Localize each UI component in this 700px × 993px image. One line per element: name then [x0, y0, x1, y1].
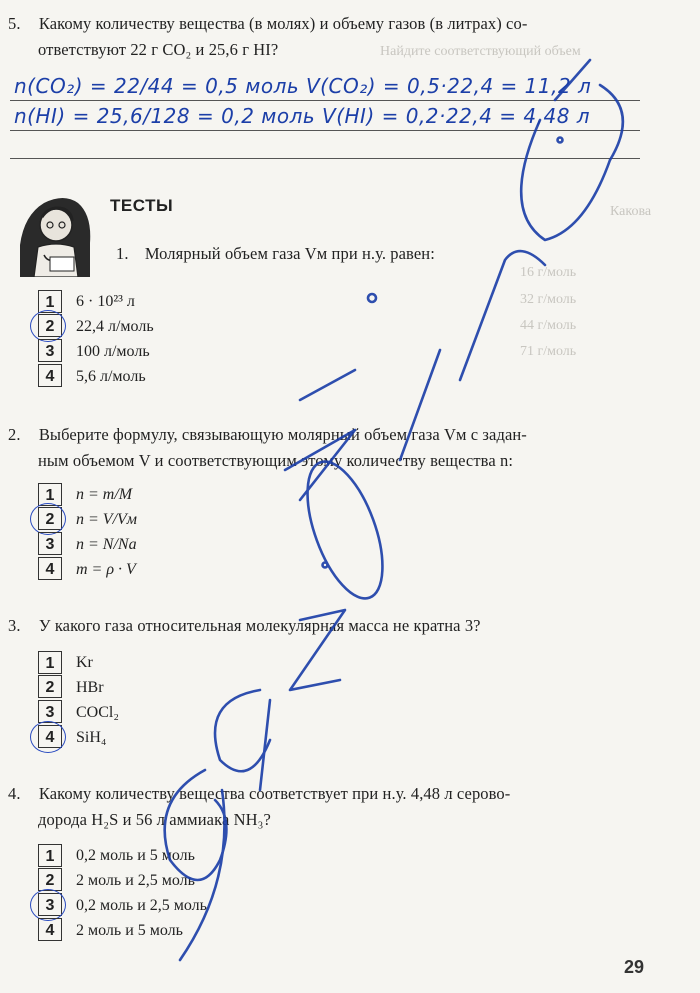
answer-line-1	[10, 100, 640, 101]
task5-line1	[8, 10, 527, 37]
q1-option-3[interactable]	[38, 339, 154, 364]
q3-text: У какого газа относительная молекулярная масса не кратна 3?	[38, 616, 481, 635]
q3-option-1[interactable]	[38, 650, 119, 675]
q4-option-1-text: 0,2 моль и 5 моль	[76, 846, 195, 864]
q3-option-4[interactable]	[38, 725, 119, 750]
q4-options	[38, 843, 207, 943]
selected-answer-circle	[30, 889, 66, 921]
q4-option-2[interactable]	[38, 868, 207, 893]
q3-option-2[interactable]	[38, 675, 119, 700]
task5-number: 5.	[8, 14, 21, 33]
option-number-box: 4	[38, 364, 62, 387]
q1-option-2-text: 22,4 л/моль	[76, 317, 154, 335]
q2-option-2-text: n = V/Vм	[76, 510, 137, 528]
selected-answer-circle	[30, 721, 66, 753]
option-number-box: 4	[38, 557, 62, 580]
q3-line	[8, 612, 481, 639]
q4-option-2-text: 2 моль и 2,5 моль	[76, 871, 195, 889]
q1-option-3-text: 100 л/моль	[76, 342, 150, 360]
task5-text-1: Какому количеству вещества (в молях) и объему газов (в литрах) со-	[38, 14, 528, 33]
q3-option-3[interactable]	[38, 700, 119, 725]
q3-option-2-text: HBr	[76, 678, 104, 696]
q1-option-1[interactable]	[38, 289, 154, 314]
q1-option-4-text: 5,6 л/моль	[76, 367, 146, 385]
selected-answer-circle	[30, 503, 66, 535]
option-number-box: 4	[38, 918, 62, 941]
q3-number: 3.	[8, 616, 21, 635]
q2-option-2[interactable]	[38, 507, 137, 532]
q2-text-2: ным объемом V и соответствующим этому количеству вещества n:	[38, 451, 514, 470]
option-number-box: 1	[38, 651, 62, 674]
q1-option-4[interactable]	[38, 364, 154, 389]
option-number-box: 3	[38, 339, 62, 362]
option-number-box: 1	[38, 290, 62, 313]
answer-line-2	[10, 130, 640, 131]
option-number-box: 2	[38, 507, 62, 530]
option-number-box: 1	[38, 483, 62, 506]
q3-option-3-text: COCl₂	[76, 703, 119, 721]
task5-text-2: ответствуют 22 г CO₂ и 25,6 г HI?	[38, 40, 279, 59]
q1-line	[116, 240, 435, 267]
q1-options	[38, 289, 154, 389]
q2-options	[38, 482, 137, 582]
option-number-box: 2	[38, 314, 62, 337]
q4-option-3[interactable]	[38, 893, 207, 918]
thinking-student-icon	[14, 185, 96, 277]
q2-number: 2.	[8, 425, 21, 444]
answer-line-3	[10, 158, 640, 159]
q4-text-1: Какому количеству вещества соответствует при н.у. 4,48 л серово-	[38, 784, 511, 803]
q1-text: Молярный объем газа Vм при н.у. равен:	[144, 244, 435, 263]
page-number: 29	[624, 957, 645, 977]
option-number-box: 3	[38, 532, 62, 555]
q2-option-3[interactable]	[38, 532, 137, 557]
q1-option-2[interactable]	[38, 314, 154, 339]
q4-number: 4.	[8, 784, 21, 803]
q2-text-1: Выберите формулу, связывающую молярный объем газа Vм с задан-	[38, 425, 527, 444]
q4-text-2: дорода H₂S и 56 л аммиака NH₃?	[38, 810, 271, 829]
q2-line1	[8, 421, 527, 448]
q2-option-4[interactable]	[38, 557, 137, 582]
option-number-box: 4	[38, 725, 62, 748]
q2-option-4-text: m = ρ · V	[76, 560, 136, 578]
option-number-box: 3	[38, 893, 62, 916]
q3-options	[38, 650, 119, 750]
q4-option-4[interactable]	[38, 918, 207, 943]
q4-option-3-text: 0,2 моль и 2,5 моль	[76, 896, 207, 914]
q2-option-3-text: n = N/Nа	[76, 535, 137, 553]
handwritten-answer-1: n(CO₂) = 22/44 = 0,5 моль V(CO₂) = 0,5·22,4 = 11,2 л	[14, 74, 592, 98]
q4-option-1[interactable]	[38, 843, 207, 868]
option-number-box: 1	[38, 844, 62, 867]
q4-option-4-text: 2 моль и 5 моль	[76, 921, 183, 939]
q1-option-1-text: 6 · 10²³ л	[76, 292, 135, 310]
option-number-box: 2	[38, 675, 62, 698]
q2-option-1-text: n = m/M	[76, 485, 133, 503]
q4-line1	[8, 780, 510, 807]
option-number-box: 2	[38, 868, 62, 891]
q3-option-4-text: SiH₄	[76, 728, 107, 746]
handwritten-answer-2: n(HI) = 25,6/128 = 0,2 моль V(HI) = 0,2·22,4 = 4,48 л	[14, 104, 591, 128]
tests-heading: ТЕСТЫ	[110, 196, 174, 215]
q3-option-1-text: Kr	[76, 653, 93, 671]
option-number-box: 3	[38, 700, 62, 723]
selected-answer-circle	[30, 310, 66, 342]
q1-number: 1.	[116, 244, 129, 263]
q2-option-1[interactable]	[38, 482, 137, 507]
